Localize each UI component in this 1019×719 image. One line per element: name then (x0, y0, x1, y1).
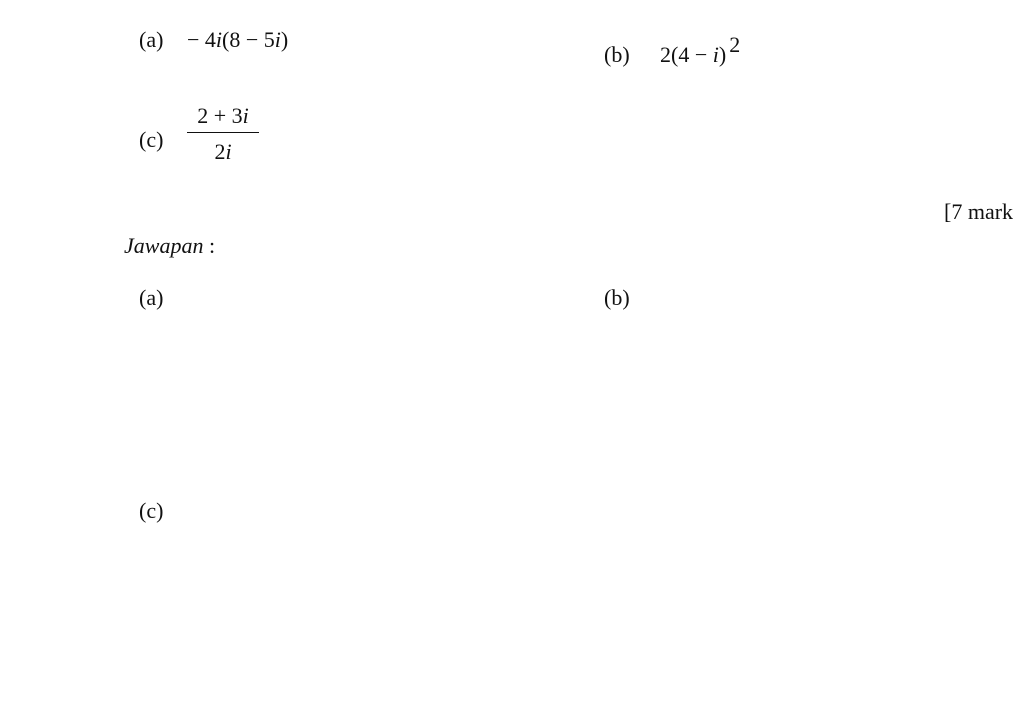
question-c-fraction (187, 103, 259, 165)
question-c-label: (c) (139, 127, 164, 152)
answer-b-label: (b) (604, 285, 630, 310)
fraction-numerator: 2 + 3i (187, 103, 259, 133)
answer-heading: Jawapan : (124, 233, 216, 258)
answer-a-label: (a) (139, 285, 164, 310)
fraction-denominator: 2i (214, 139, 232, 164)
answer-c-label: (c) (139, 498, 164, 523)
question-b-label: (b) (604, 42, 630, 67)
question-a-expression: − 4i(8 − 5i) (187, 27, 289, 52)
marks-label: [7 mark (944, 199, 1014, 224)
question-a-label: (a) (139, 27, 164, 52)
question-b-exponent: 2 (729, 32, 741, 57)
question-b-expression: 2(4 − i) 2 (660, 32, 741, 67)
